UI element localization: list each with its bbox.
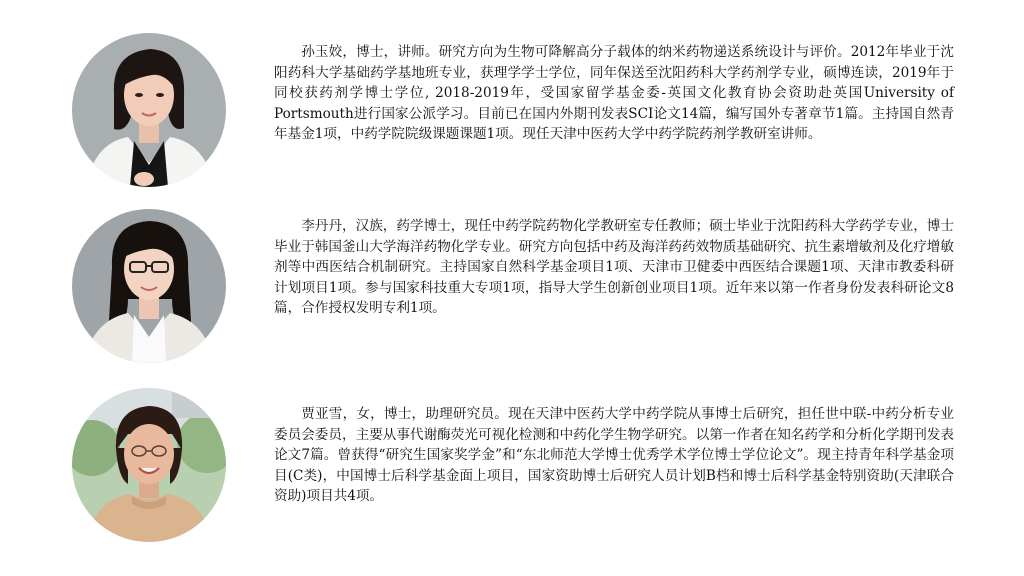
avatar [72, 388, 226, 542]
bio-text: 李丹丹，汉族，药学博士，现任中药学院药物化学教研室专任教师；硕士毕业于沈阳药科大学药学专业，博士毕业于韩国釜山大学海洋药物化学专业。研究方向包括中药及海洋药药效物质基础研究、抗生素增敏剂及化疗增敏剂等中西医结合机制研究。主持国家自然科学基金项目1项、天津市卫健委中西医结合课题1项、天津市教委科研计划项目1项。参与国家科技重大专项1项，指导大学生创新创业项目1项。近年来以第一作者身份发表科研论文8篇，合作授权发明专利1项。 [274, 218, 954, 316]
avatar [72, 209, 226, 363]
portrait-photo-2 [72, 209, 226, 363]
bio-text: 贾亚雪，女，博士，助理研究员。现在天津中医药大学中药学院从事博士后研究，担任世中联-中药分析专业委员会委员，主要从事代谢酶荧光可视化检测和中药化学生物学研究。以第一作者在知名药学和分析化学期刊发表论文7篇。曾获得“研究生国家奖学金”和“东北师范大学博士优秀学术学位博士学位论文”。现主持青年科学基金项目(C类)，中国博士后科学基金面上项目，国家资助博士后研究人员计划B档和博士后科学基金特别资助(天津联合资助)项目共4项。 [274, 406, 954, 504]
portrait-photo-1 [72, 33, 226, 187]
bio-text: 孙玉姣，博士，讲师。研究方向为生物可降解高分子载体的纳米药物递送系统设计与评价。2012年毕业于沈阳药科大学基础药学基地班专业，获理学学士学位，同年保送至沈阳药科大学药剂学专业，硕博连读，2019年于同校获药剂学博士学位, 2018-2019年，受国家留学基金委-英国文化教育协会资助赴英国University of Portsmouth进行国家公派学习。目前已在国内外期刊发表SCI论文14篇，编写国外专著章节1篇。主持国自然青年基金1项，中药学院院级课题课题1项。现任天津中医药大学中药学院药剂学教研室讲师。 [274, 44, 954, 142]
avatar [72, 33, 226, 187]
portrait-photo-3 [72, 388, 226, 542]
